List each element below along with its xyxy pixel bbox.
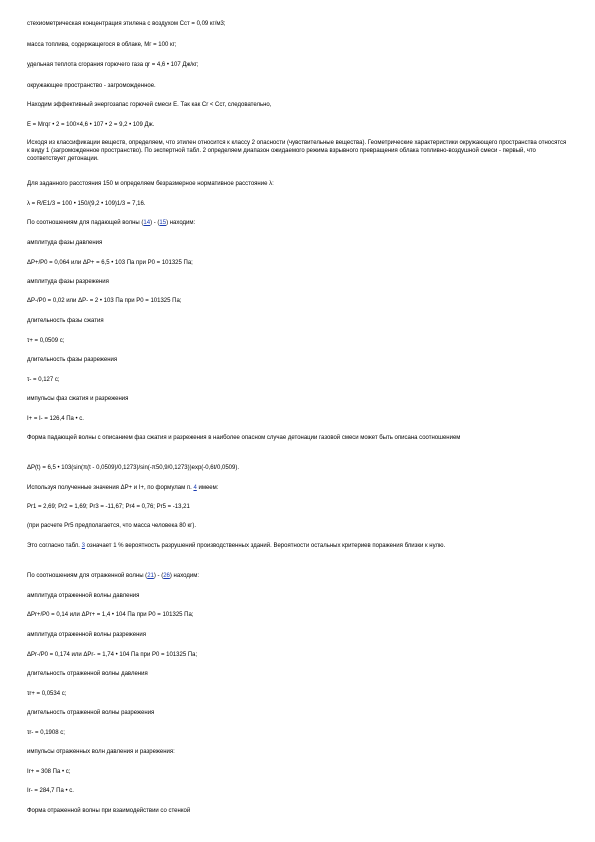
- text-line: амплитуда отраженной волны разрежения: [27, 632, 146, 638]
- formula-line: Ir+ = 308 Па • с;: [27, 769, 71, 775]
- paragraph: Исходя из классификации веществ, определяем, что этилен относится к классу 2 опасности (чувствительные вещества). Геометрические характеристики окружающего пространства относятся к виду 1 (загроможденное пространство). По экспертной табл. 2 определяем диапазон ожидаемого режима взрывного превращения облака топливно-воздушной смеси - первый, что соответствует детонации.: [27, 140, 567, 162]
- table-link-3[interactable]: 3: [81, 543, 85, 549]
- formula-line: ΔP+/P0 = 0,064 или ΔP+ = 6,5 • 103 Па при P0 = 101325 Па;: [27, 260, 193, 266]
- text-line: удельная теплота сгорания горючего газа qr = 4,6 • 107 Дж/кг;: [27, 62, 199, 68]
- text-fragment: ) - (: [150, 220, 160, 226]
- formula-link-14[interactable]: 14: [143, 220, 151, 226]
- text-line: Находим эффективный энергозапас горючей смеси E. Так как Cr < Cст, следовательно,: [27, 102, 272, 108]
- text-fragment: имеем:: [196, 485, 219, 491]
- text-line: длительность отраженной волны разрежения: [27, 710, 155, 716]
- text-fragment: означает 1 % вероятность разрушений производственных зданий. Вероятности остальных критериев поражения близки к нулю.: [84, 543, 446, 549]
- text-line: окружающее пространство - загроможденное.: [27, 83, 156, 89]
- text-line: амплитуда фазы разрежения: [27, 279, 109, 285]
- formula-line: τr+ = 0,0534 с;: [27, 691, 67, 697]
- text-line: [27, 484, 567, 492]
- formula-link-15[interactable]: 15: [159, 220, 167, 226]
- text-line: масса топлива, содержащегося в облаке, Мг = 100 кг;: [27, 42, 177, 48]
- section-link-4[interactable]: 4: [193, 485, 197, 491]
- text-line: стехиометрическая концентрация этилена с воздухом Cст = 0,09 кг/м3;: [27, 21, 226, 27]
- text-line: Форма отраженной волны при взаимодействии со стенкой: [27, 808, 191, 814]
- text-line: длительность отраженной волны давления: [27, 671, 148, 677]
- formula-line: Ir- = 284,7 Па • с.: [27, 788, 74, 794]
- formula-line: τ- = 0,127 с;: [27, 377, 60, 383]
- text-line: [27, 572, 567, 580]
- text-line: длительность фазы разрежения: [27, 357, 118, 363]
- text-fragment: По соотношениям для отраженной волны (: [27, 573, 148, 579]
- formula-line: Pr1 = 2,69; Pr2 = 1,69; Pr3 = -11,67; Pr4 = 0,76; Pr5 = -13,21: [27, 504, 190, 510]
- formula-link-21[interactable]: 21: [147, 573, 154, 579]
- text-line: Для заданного расстояния 150 м определяем безразмерное нормативное расстояние λ:: [27, 181, 274, 187]
- text-line: импульсы фаз сжатия и разрежения: [27, 396, 129, 402]
- formula-line: I+ = I- = 126,4 Па • с.: [27, 416, 84, 422]
- formula-line: τ+ = 0,0509 с;: [27, 338, 65, 344]
- formula-link-26[interactable]: 26: [163, 573, 170, 579]
- text-line: амплитуда фазы давления: [27, 240, 103, 246]
- formula-line: ΔP-/P0 = 0,02 или ΔP- = 2 • 103 Па при P0 = 101325 Па;: [27, 298, 182, 304]
- formula-line: ΔPr+/P0 = 0,14 или ΔPr+ = 1,4 • 104 Па при P0 = 101325 Па;: [27, 612, 194, 618]
- formula-line: ΔP(t) = 6,5 • 103(sin(π(t - 0,0509)/0,1273)/sin(-π50,9/0,1273))exp(-0,6t/0,0509).: [27, 465, 239, 471]
- text-line: [27, 219, 567, 227]
- text-fragment: Используя полученные значения ΔP+ и I+, по формулам п.: [27, 485, 194, 491]
- text-fragment: ) - (: [153, 573, 164, 579]
- text-fragment: ) находим:: [169, 573, 199, 579]
- formula-line: τr- = 0,1908 с;: [27, 730, 65, 736]
- text-fragment: По соотношениям для падающей волны (: [27, 220, 144, 226]
- paragraph: [27, 542, 567, 550]
- text-line: (при расчете Pr5 предполагается, что масса человека 80 кг).: [27, 523, 197, 529]
- text-line: амплитуда отраженной волны давления: [27, 593, 140, 599]
- formula-line: ΔPr-/P0 = 0,174 или ΔPr- = 1,74 • 104 Па при P0 = 101325 Па;: [27, 652, 198, 658]
- paragraph: Форма падающей волны с описанием фаз сжатия и разрежения в наиболее опасном случае детонации газовой смеси может быть описана соотношением: [27, 435, 461, 441]
- formula-line: E = Мгqг • 2 = 100×4,6 • 107 • 2 = 9,2 • 109 Дж.: [27, 122, 155, 128]
- text-fragment: Это согласно табл.: [27, 543, 82, 549]
- formula-line: λ = R/E1/3 = 100 • 150/(9,2 • 109)1/3 = 7,16.: [27, 201, 146, 207]
- text-fragment: ) находим:: [166, 220, 196, 226]
- text-line: импульсы отраженных волн давления и разрежения:: [27, 749, 175, 755]
- text-line: длительность фазы сжатия: [27, 318, 104, 324]
